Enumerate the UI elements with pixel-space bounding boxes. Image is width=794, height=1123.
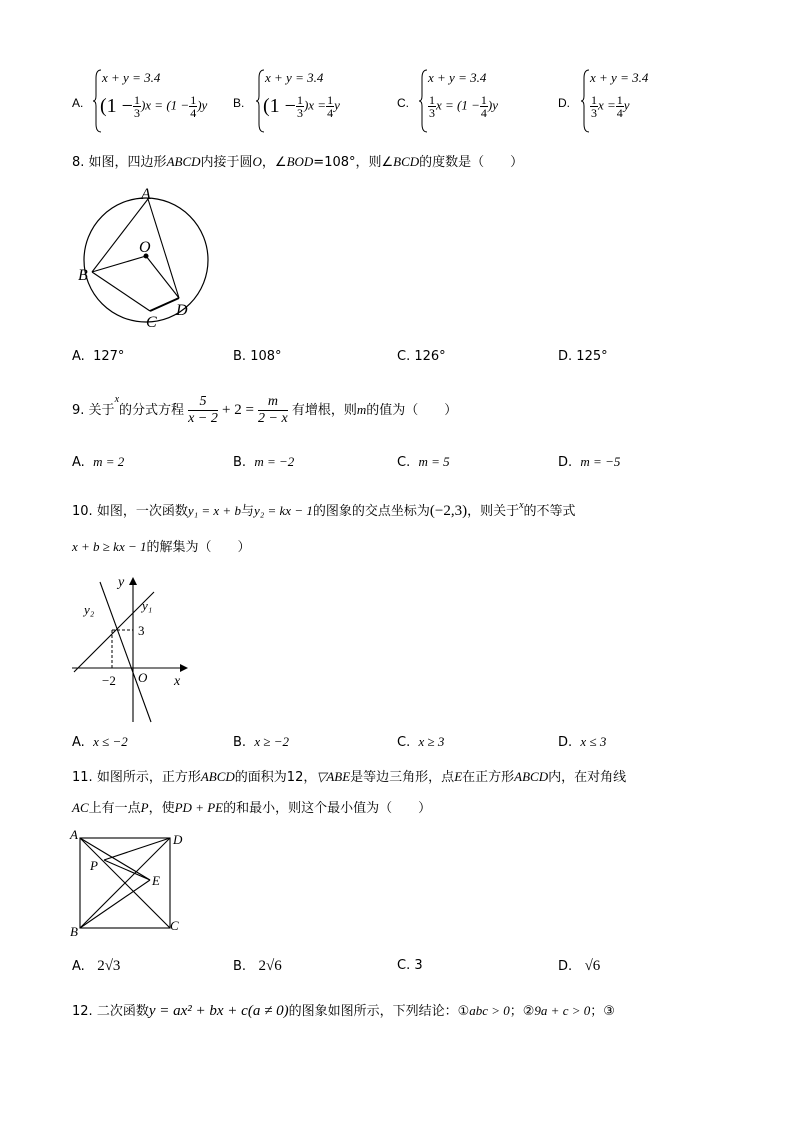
brace-icon xyxy=(418,68,428,134)
q7-a-row2: (1 − $\frac{1}{3}$ )x = (1 − $\frac{1}{4}$ )y xyxy=(100,93,208,120)
q7-b-row1: x + y = 3.4 xyxy=(265,70,324,85)
q10-neg2-label: −2 xyxy=(102,673,116,688)
q11-label-d: D xyxy=(173,832,183,847)
q8-label-o: O xyxy=(139,239,151,256)
q7-c-row2: $\frac{1}{3}$ x = (1 − $\frac{1}{4}$ )y xyxy=(429,93,499,120)
q10-y2-label: y₂ xyxy=(84,602,95,617)
q11-label-a: A xyxy=(70,827,78,842)
q8-label-b: B xyxy=(78,267,88,284)
q10-origin-label: O xyxy=(138,670,148,685)
q11-square-figure xyxy=(66,826,190,942)
q10-graph-figure xyxy=(68,572,192,726)
q8-label-c: C xyxy=(146,314,157,331)
q10-three-label: 3 xyxy=(138,623,145,638)
q7-option-b-system[interactable] xyxy=(255,68,385,134)
q11-label-e: E xyxy=(152,873,160,888)
q7-option-a-label: A. xyxy=(72,96,84,110)
q8-label-a: A xyxy=(141,186,151,203)
q8-option-b[interactable]: B. 108° xyxy=(233,349,282,364)
q10-option-a[interactable]: A. x ≤ −2 xyxy=(72,734,128,750)
q7-c-row1: x + y = 3.4 xyxy=(428,70,487,85)
q11-label-c: C xyxy=(170,918,179,933)
q7-option-c-label: C. xyxy=(397,96,409,110)
q9-option-d[interactable]: D. m = −5 xyxy=(558,454,621,470)
q9-option-c[interactable]: C. m = 5 xyxy=(397,454,450,470)
q8-option-c[interactable]: C. 126° xyxy=(397,349,446,364)
q11-stem-line1: 11. 如图所示，正方形ABCD的面积为12，▽ABE是等边三角形，点E在正方形ABCD内，在对角线 xyxy=(72,769,627,785)
q7-option-c-system[interactable] xyxy=(418,68,548,134)
brace-icon xyxy=(580,68,590,134)
q8-option-d[interactable]: D. 125° xyxy=(558,349,608,364)
q7-b-row2: (1 − $\frac{1}{3}$ )x = $\frac{1}{4}$ y xyxy=(263,93,340,120)
q11-option-c[interactable]: C. 3 xyxy=(397,958,423,973)
q9-fraction-2: $\frac{m}{2 - x}$ xyxy=(258,394,288,426)
q8-option-a[interactable]: A. 127° xyxy=(72,349,125,364)
q11-stem-line2: AC上有一点P，使PD + PE的和最小，则这个最小值为（ ） xyxy=(72,800,432,816)
q11-option-a[interactable]: A. 2√3 xyxy=(72,958,121,974)
q10-axis-x-label: x xyxy=(174,674,181,689)
q8-circle-figure xyxy=(70,180,220,332)
q11-label-p: P xyxy=(90,858,98,873)
q10-y1-label: y₁ xyxy=(142,598,153,613)
q10-stem-line1: 10. 如图，一次函数y₁ = x + b与y₂ = kx − 1的图象的交点坐标为(−2,3)，则关于$^x$的不等式 xyxy=(72,500,576,519)
q7-option-d-label: D. xyxy=(558,96,570,110)
q11-option-b[interactable]: B. 2√6 xyxy=(233,958,282,974)
q8-stem: 8. 如图，四边形ABCD内接于圆O，∠BOD=108°，则∠BCD的度数是（ ） xyxy=(72,154,524,170)
q7-option-a-system[interactable] xyxy=(92,68,232,134)
q9-stem: 9. 关于$^x$的分式方程 $\frac{5}{x - 2}$ + 2 = $\frac{m}{2 - x}$ 有增根，则m的值为（ ） xyxy=(72,394,458,426)
q9-fraction-1: $\frac{5}{x - 2}$ xyxy=(188,394,218,426)
q11-option-d[interactable]: D. √6 xyxy=(558,958,601,974)
q10-stem-line2: x + b ≥ kx − 1的解集为（ ） xyxy=(72,539,251,555)
q7-option-d-system[interactable] xyxy=(580,68,690,134)
q10-option-c[interactable]: C. x ≥ 3 xyxy=(397,734,445,750)
q7-d-row2: $\frac{1}{3}$ x = $\frac{1}{4}$ y xyxy=(591,93,630,120)
q12-stem: 12. 二次函数y = ax² + bx + c(a ≠ 0)的图象如图所示，下列结论：①abc > 0；②9a + c > 0；③ xyxy=(72,1003,615,1019)
q11-label-b: B xyxy=(70,924,78,939)
q9-option-a[interactable]: A. m = 2 xyxy=(72,454,125,470)
q8-label-d: D xyxy=(176,302,188,319)
q10-axis-y-label: y xyxy=(118,575,125,590)
q10-option-b[interactable]: B. x ≥ −2 xyxy=(233,734,290,750)
q10-option-d[interactable]: D. x ≤ 3 xyxy=(558,734,607,750)
q7-a-row1: x + y = 3.4 xyxy=(102,70,161,85)
q7-option-b-label: B. xyxy=(233,96,245,110)
q7-d-row1: x + y = 3.4 xyxy=(590,70,649,85)
q9-option-b[interactable]: B. m = −2 xyxy=(233,454,295,470)
